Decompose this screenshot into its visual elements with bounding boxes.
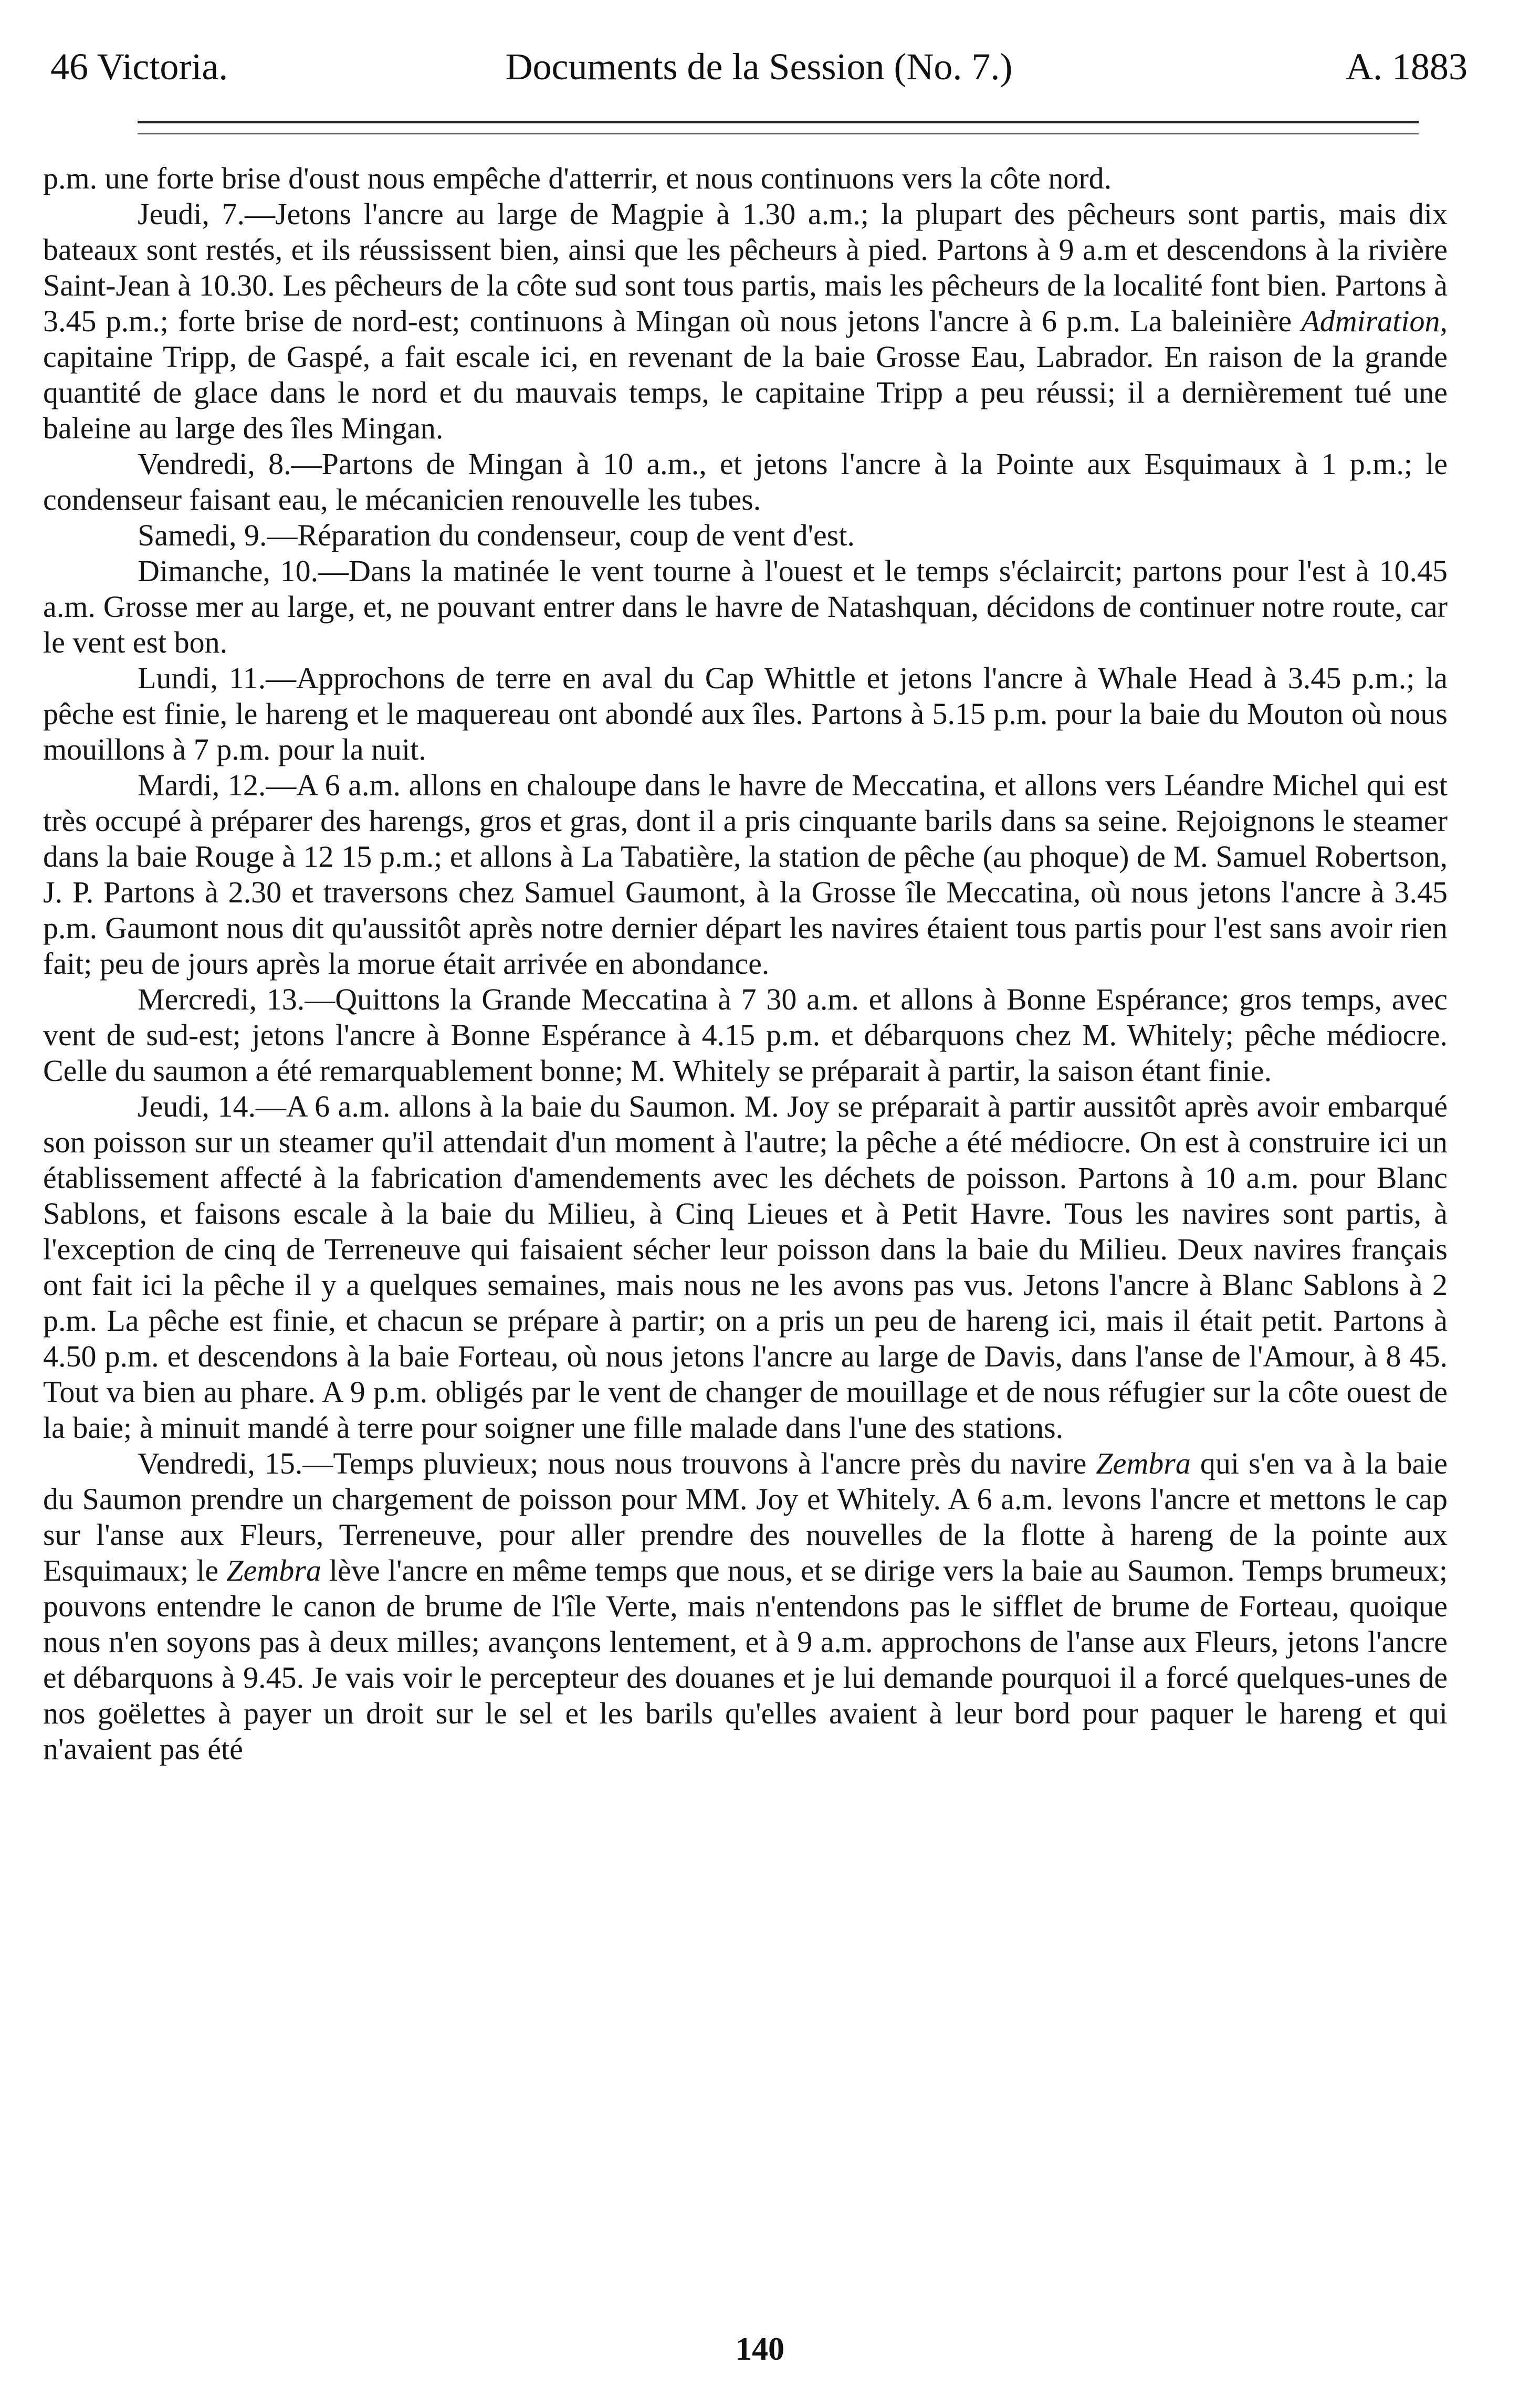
paragraph-text: Vendredi, 8.—Partons de Mingan à 10 a.m., et jetons l'ancre à la Pointe aux Esquimaux à 1 p.m.; le condenseur faisant eau, le mécanicien renouvelle les tubes. xyxy=(43,447,1448,517)
paragraph-p6 xyxy=(43,767,1448,982)
paragraph-text: , capitaine Tripp, de Gaspé, a fait escale ici, en revenant de la baie Grosse Eau, Labrador. En raison de la grande quantité de glace dans le nord et du mauvais temps, le capitaine Tripp a peu réussi; il a dernièrement tué une baleine au large des îles Mingan. xyxy=(43,304,1448,445)
paragraph-p8 xyxy=(43,1089,1448,1446)
paragraph-p1 xyxy=(43,196,1448,446)
page-number: 140 xyxy=(736,2331,784,2367)
paragraph-text: Lundi, 11.—Approchons de terre en aval du Cap Whittle et jetons l'ancre à Whale Head à 3.45 p.m.; la pêche est finie, le hareng et le maquereau ont abondé aux îles. Partons à 5.15 p.m. pour la baie du Mouton où nous mouillons à 7 p.m. pour la nuit. xyxy=(43,661,1448,766)
header-rule-thick xyxy=(138,121,1419,123)
paragraph-p2 xyxy=(43,446,1448,518)
ship-name: Admiration xyxy=(1301,304,1440,338)
paragraph-text: Mercredi, 13.—Quittons la Grande Meccatina à 7 30 a.m. et allons à Bonne Espérance; gros temps, avec vent de sud-est; jetons l'ancre à Bonne Espérance à 4.15 p.m. et débarquons chez M. Whitely; pêche médiocre. Celle du saumon a été remarquablement bonne; M. Whitely se préparait à partir, la saison étant finie. xyxy=(43,982,1448,1088)
paragraph-p9 xyxy=(43,1446,1448,1767)
header-year: A. 1883 xyxy=(1346,46,1467,88)
paragraph-text: qui s'en va à la baie du Saumon prendre un chargement de poisson pour MM. Joy et Whitely. A 6 a.m. levons l'ancre et mettons le cap sur l'anse aux Fleurs, Terreneuve, pour aller prendre des nouvelles de la flotte à hareng de la pointe aux Esquimaux; le xyxy=(43,1446,1448,1587)
ship-name: Zembra xyxy=(226,1553,321,1587)
header-title: Documents de la Session (No. 7.) xyxy=(505,46,1013,88)
paragraph-p3 xyxy=(43,518,1448,553)
document-body xyxy=(43,161,1448,1767)
header-regnal-year: 46 Victoria. xyxy=(50,46,228,88)
paragraph-text: Dimanche, 10.—Dans la matinée le vent tourne à l'ouest et le temps s'éclaircit; partons pour l'est à 10.45 a.m. Grosse mer au large, et, ne pouvant entrer dans le havre de Natashquan, décidons de continuer notre route, car le vent est bon. xyxy=(43,554,1448,659)
paragraph-p0 xyxy=(43,161,1448,196)
paragraph-text: Jeudi, 7.—Jetons l'ancre au large de Magpie à 1.30 a.m.; la plupart des pêcheurs sont partis, mais dix bateaux sont restés, et ils réussissent bien, ainsi que les pêcheurs à pied. Partons à 9 a.m et descendons à la rivière Saint-Jean à 10.30. Les pêcheurs de la côte sud sont tous partis, mais les pêcheurs de la localité font bien. Partons à 3.45 p.m.; forte brise de nord-est; continuons à Mingan où nous jetons l'ancre à 6 p.m. La baleinière xyxy=(43,197,1448,338)
paragraph-text: Samedi, 9.—Réparation du condenseur, coup de vent d'est. xyxy=(138,518,855,552)
paragraph-p5 xyxy=(43,660,1448,767)
paragraph-text: Vendredi, 15.—Temps pluvieux; nous nous trouvons à l'ancre près du navire xyxy=(138,1446,1096,1480)
ship-name: Zembra xyxy=(1096,1446,1191,1480)
paragraph-p7 xyxy=(43,982,1448,1089)
paragraph-text: Jeudi, 14.—A 6 a.m. allons à la baie du Saumon. M. Joy se préparait à partir aussitôt après avoir embarqué son poisson sur un steamer qu'il attendait d'un moment à l'autre; la pêche a été médiocre. On est à construire ici un établissement affecté à la fabrication d'amendements avec les déchets de poisson. Partons à 10 a.m. pour Blanc Sablons, et faisons escale à la baie du Milieu, à Cinq Lieues et à Petit Havre. Tous les navires sont partis, à l'exception de cinq de Terreneuve qui faisaient sécher leur poisson dans la baie du Milieu. Deux navires français ont fait ici la pêche il y a quelques semaines, mais nous ne les avons pas vus. Jetons l'ancre à Blanc Sablons à 2 p.m. La pêche est finie, et chacun se prépare à partir; on a pris un peu de hareng ici, mais il était petit. Partons à 4.50 p.m. et descendons à la baie Forteau, où nous jetons l'ancre au large de Davis, dans l'anse de l'Amour, à 8 45. Tout va bien au phare. A 9 p.m. obligés par le vent de changer de mouillage et de nous réfugier sur la côte ouest de la baie; à minuit mandé à terre pour soigner une fille malade dans l'une des stations. xyxy=(43,1089,1448,1445)
paragraph-text: lève l'ancre en même temps que nous, et se dirige vers la baie au Saumon. Temps brumeux; pouvons entendre le canon de brume de l'île Verte, mais n'entendons pas le sifflet de brume de Forteau, quoique nous n'en soyons pas à deux milles; avançons lentement, et à 9 a.m. approchons de l'anse aux Fleurs, jetons l'ancre et débarquons à 9.45. Je vais voir le percepteur des douanes et je lui demande pourquoi il a forcé quelques-unes de nos goëlettes à payer un droit sur le sel et les barils qu'elles avaient à leur bord pour paquer le hareng et qui n'avaient pas été xyxy=(43,1553,1448,1766)
paragraph-text: p.m. une forte brise d'oust nous empêche d'atterrir, et nous continuons vers la côte nord. xyxy=(43,161,1112,195)
paragraph-p4 xyxy=(43,553,1448,660)
running-header xyxy=(50,38,1467,96)
paragraph-text: Mardi, 12.—A 6 a.m. allons en chaloupe dans le havre de Meccatina, et allons vers Léandre Michel qui est très occupé à préparer des harengs, gros et gras, dont il a pris cinquante barils dans sa seine. Rejoignons le steamer dans la baie Rouge à 12 15 p.m.; et allons à La Tabatière, la station de pêche (au phoque) de M. Samuel Robertson, J. P. Partons à 2.30 et traversons chez Samuel Gaumont, à la Grosse île Meccatina, où nous jetons l'ancre à 3.45 p.m. Gaumont nous dit qu'aussitôt après notre dernier départ les navires étaient tous partis pour l'est sans avoir rien fait; peu de jours après la morue était arrivée en abondance. xyxy=(43,768,1448,981)
header-rule-thin xyxy=(138,133,1419,134)
